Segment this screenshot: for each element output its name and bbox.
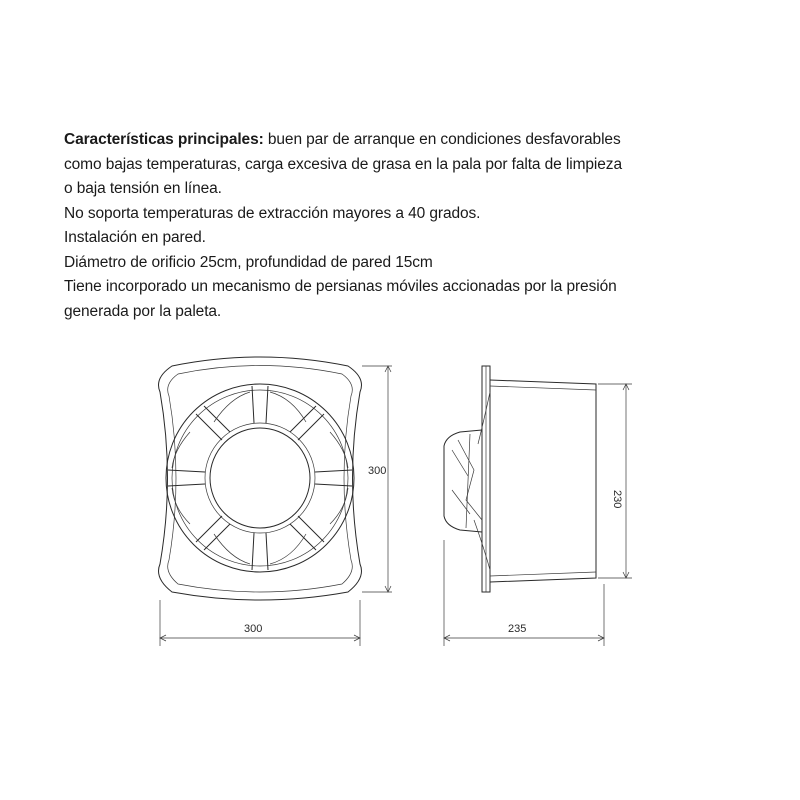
spec-line-6: Diámetro de orificio 25cm, profundidad de pared 15cm — [64, 253, 433, 271]
side-body — [490, 380, 596, 582]
spec-line-2: como bajas temperaturas, carga excesiva de grasa en la pala por falta de limpieza — [64, 155, 622, 173]
front-spokes — [168, 386, 352, 570]
spec-line-5: Instalación en pared. — [64, 229, 206, 246]
front-width-label: 300 — [244, 623, 263, 635]
spec-line-1-text: buen par de arranque en condiciones desfavorables — [263, 131, 621, 148]
front-height-label: 300 — [368, 465, 387, 477]
side-height-dimension — [598, 384, 632, 578]
side-height-label: 230 — [611, 490, 623, 509]
spec-line-8: generada por la paleta. — [64, 302, 222, 320]
front-height-dimension — [362, 366, 392, 592]
spec-line-3: o baja tensión en línea. — [64, 180, 222, 197]
spec-heading: Características principales: — [64, 131, 264, 148]
spec-line-7: Tiene incorporado un mecanismo de persianas móviles accionadas por la presión — [64, 278, 617, 295]
side-depth-dimension — [444, 540, 604, 646]
side-grille-protrusion — [444, 430, 482, 532]
front-view — [159, 357, 393, 646]
front-frame-inner — [168, 366, 353, 593]
front-hub — [210, 428, 310, 528]
side-view — [444, 366, 632, 646]
front-frame-outer — [159, 357, 362, 600]
side-depth-label: 235 — [508, 623, 527, 635]
front-width-dimension — [160, 600, 360, 646]
front-blades — [172, 392, 348, 564]
spec-line-4: No soporta temperaturas de extracción mayores a 40 grados. — [64, 204, 481, 222]
front-grille-outer-ring — [166, 384, 354, 572]
